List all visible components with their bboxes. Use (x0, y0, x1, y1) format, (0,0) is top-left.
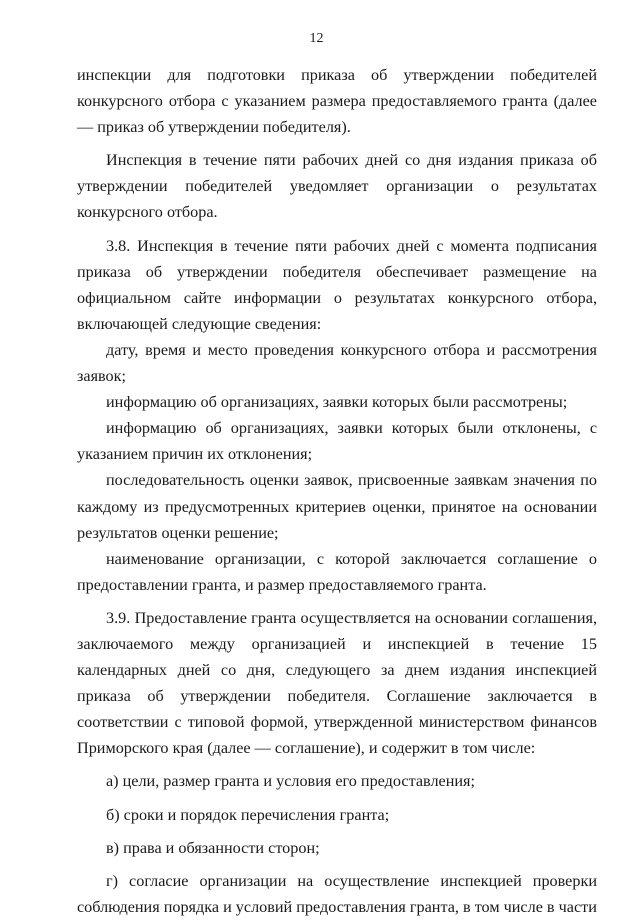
document-body (77, 62, 597, 920)
list-item-reviewed-organizations: информацию об организациях, заявки которых были рассмотрены; (106, 393, 568, 412)
list-item-rejected-organizations: информацию об организациях, заявки которых были отклонены, с указанием причин их отклонения; (77, 419, 597, 464)
paragraph-3-9: 3.9. Предоставление гранта осуществляется на основании соглашения, заключаемого между организацией и инспекцией в течение 15 календарных дней со дня, следующего за днем издания инспекцией приказа об утверждении победителя. Соглашение заключается в соответствии с типовой формой, утвержденной министерством финансов Приморского края (далее — соглашение), и содержит в том числе: (77, 608, 597, 758)
list-item-b: б) сроки и порядок перечисления гранта; (106, 805, 390, 824)
list-item-d: г) согласие организации на осуществление инспекцией проверки соблюдения порядка и условий предоставления гранта, в том числе в части (77, 871, 597, 916)
list-item-winner-organization: наименование организации, с которой заключается соглашение о предоставлении гранта, и размер предоставляемого гранта. (77, 549, 597, 594)
list-item-date-time-place: дату, время и место проведения конкурсного отбора и рассмотрения заявок; (77, 340, 597, 386)
paragraph-3-8: 3.8. Инспекция в течение пяти рабочих дней с момента подписания приказа об утверждении победителя обеспечивает размещение на официальном сайте информации о результатах конкурсного отбора, включающей следующие сведения: (77, 236, 597, 333)
paragraph-notification: Инспекция в течение пяти рабочих дней со дня издания приказа об утверждении победителей уведомляет организации о результатах конкурсного отбора. (77, 151, 597, 222)
list-item-c: в) права и обязанности сторон; (106, 838, 320, 857)
page-number: 12 (309, 31, 324, 46)
paragraph-continuation: инспекции для подготовки приказа об утверждении победителей конкурсного отбора с указанием размера предоставляемого гранта (далее — приказ об утверждении победителя). (77, 66, 597, 137)
list-item-evaluation-sequence: последовательность оценки заявок, присвоенные заявкам значения по каждому из предусмотренных критериев оценки, принятое на основании результатов оценки решение; (77, 471, 597, 542)
list-item-a: а) цели, размер гранта и условия его предоставления; (106, 772, 475, 791)
